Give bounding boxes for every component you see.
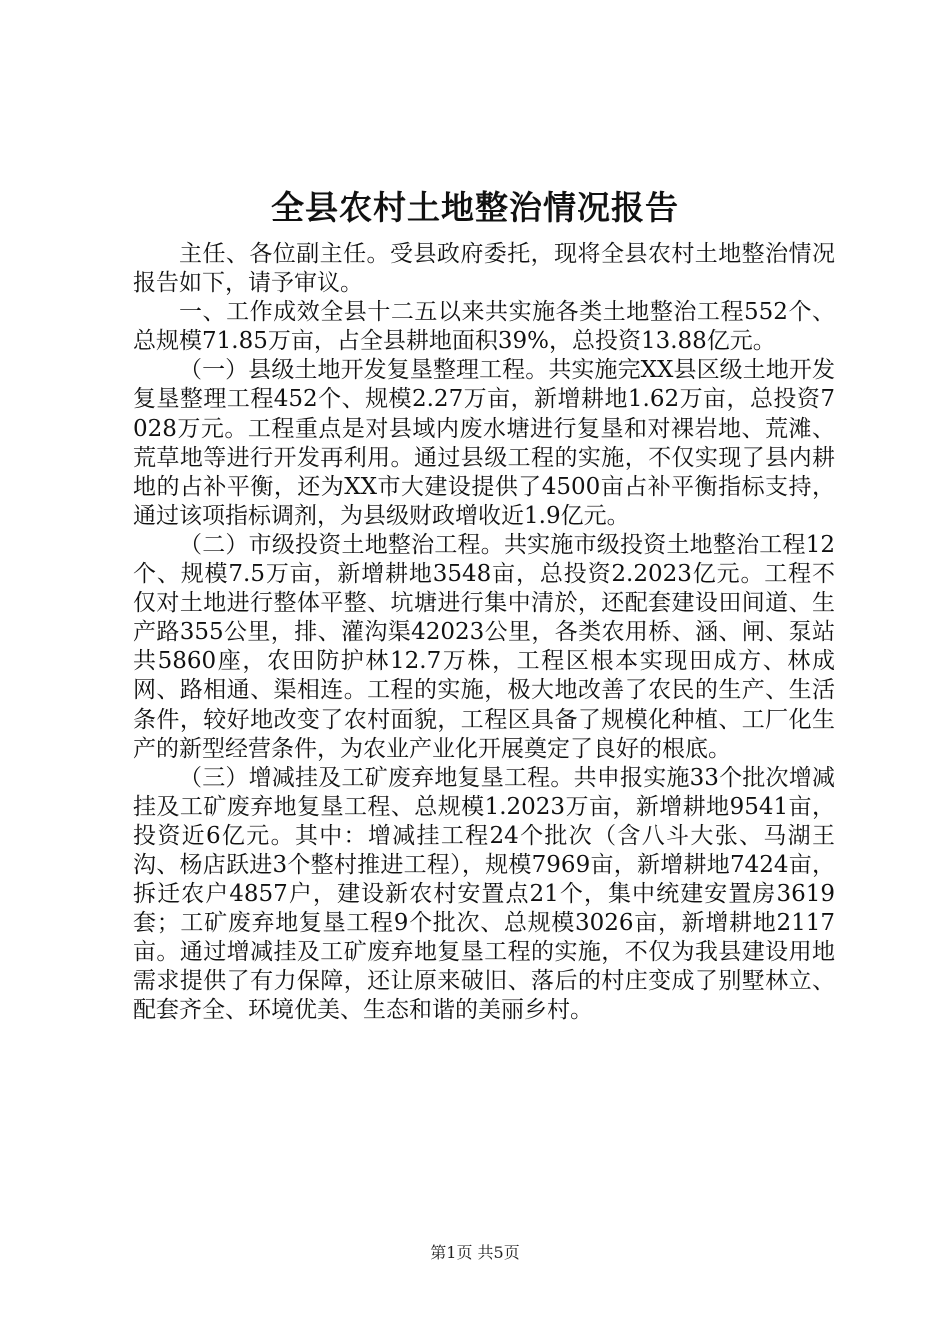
paragraph-county-project: （一）县级土地开发复垦整理工程。共实施完XX县区级土地开发复垦整理工程452个、规模2.27万亩，新增耕地1.62万亩，总投资7028万元。工程重点是对县域内废水塘进行复垦和对裸岩地、荒滩、荒草地等进行开发再利用。通过县级工程的实施，不仅实现了县内耕地的占补平衡，还为XX市大建设提供了4500亩占补平衡指标支持，通过该项指标调剂，为县级财政增收近1.9亿元。 xyxy=(133,357,835,529)
document-title: 全县农村土地整治情况报告 xyxy=(271,188,679,227)
page-footer: 第1页 共5页 xyxy=(430,1243,520,1262)
document-body xyxy=(133,240,835,1026)
paragraph-city-project: （二）市级投资土地整治工程。共实施市级投资土地整治工程12个、规模7.5万亩，新增耕地3548亩，总投资2.2023亿元。工程不仅对土地进行整体平整、坑塘进行集中清於，还配套建设田间道、生产路355公里，排、灌沟渠42023公里，各类农用桥、涵、闸、泵站共5860座，农田防护林12.7万株，工程区根本实现田成方、林成网、路相通、渠相连。工程的实施，极大地改善了农民的生产、生活条件，较好地改变了农村面貌，工程区具备了规模化种植、工厂化生产的新型经营条件，为农业产业化开展奠定了良好的根底。 xyxy=(133,531,835,762)
paragraph-section-one: 一、工作成效全县十二五以来共实施各类土地整治工程552个、总规模71.85万亩，占全县耕地面积39%，总投资13.88亿元。 xyxy=(133,299,835,355)
paragraph-intro: 主任、各位副主任。受县政府委托，现将全县农村土地整治情况报告如下，请予审议。 xyxy=(133,241,835,297)
paragraph-reclamation-project: （三）增减挂及工矿废弃地复垦工程。共申报实施33个批次增减挂及工矿废弃地复垦工程、总规模1.2023万亩，新增耕地9541亩，投资近6亿元。其中：增减挂工程24个批次（含八斗大张、马湖王沟、杨店跃进3个整村推进工程），规模7969亩，新增耕地7424亩，拆迁农户4857户，建设新农村安置点21个，集中统建安置房3619套；工矿废弃地复垦工程9个批次、总规模3026亩，新增耕地2117亩。通过增减挂及工矿废弃地复垦工程的实施，不仅为我县建设用地需求提供了有力保障，还让原来破旧、落后的村庄变成了别墅林立、配套齐全、环境优美、生态和谐的美丽乡村。 xyxy=(133,764,835,1024)
